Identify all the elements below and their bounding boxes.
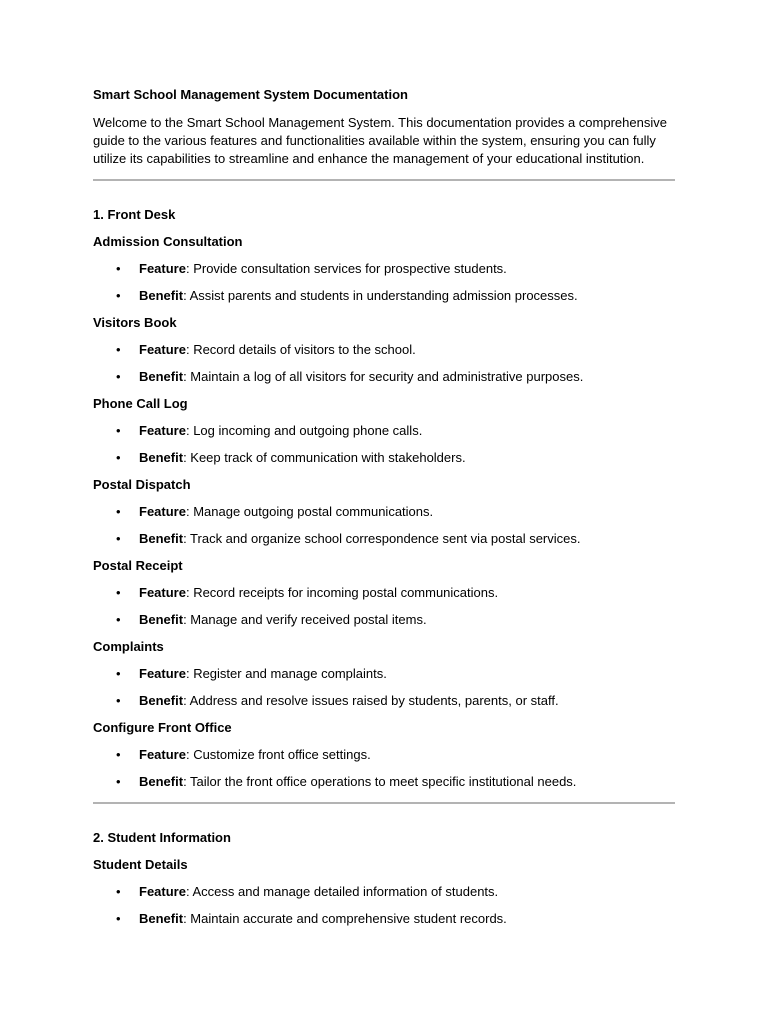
item-label: Feature [139,747,186,762]
item-label: Benefit [139,531,184,546]
item-label: Feature [139,666,186,681]
list-item [93,611,675,629]
list-item [93,530,675,548]
list-item [93,910,675,928]
item-text: : Maintain a log of all visitors for security and administrative purposes. [183,369,584,384]
item-text: : Maintain accurate and comprehensive student records. [183,911,507,926]
bullet-icon: • [116,450,121,465]
subsection-admission-consultation [93,233,675,305]
bullet-icon: • [116,774,121,789]
item-text: : Address and resolve issues raised by students, parents, or staff. [183,693,559,708]
item-label: Benefit [139,450,184,465]
bullet-list [93,503,675,548]
bullet-icon: • [116,693,121,708]
item-text: : Log incoming and outgoing phone calls. [185,423,423,438]
document-title: Smart School Management System Documentation [93,87,408,102]
subsection-student-details [93,856,675,928]
bullet-list [93,883,675,928]
subsection-title: Postal Receipt [93,558,183,573]
subsection-phone-call-log [93,395,675,467]
bullet-icon: • [116,423,121,438]
document-page [93,86,675,928]
bullet-icon: • [116,884,121,899]
list-item [93,260,675,278]
bullet-icon: • [116,504,121,519]
list-item [93,746,675,764]
item-text: : Register and manage complaints. [185,666,387,681]
subsection-postal-dispatch [93,476,675,548]
bullet-icon: • [116,261,121,276]
item-text: : Provide consultation services for prospective students. [185,261,507,276]
item-text: : Customize front office settings. [185,747,371,762]
list-item [93,665,675,683]
section-heading: 1. Front Desk [93,207,176,222]
item-text: : Track and organize school correspondence sent via postal services. [183,531,581,546]
section-heading: 2. Student Information [93,830,231,845]
list-item [93,341,675,359]
list-item [93,773,675,791]
section-divider [93,179,675,181]
item-label: Benefit [139,693,184,708]
item-label: Feature [139,342,186,357]
bullet-list [93,746,675,791]
list-item [93,584,675,602]
bullet-list [93,422,675,467]
item-label: Feature [139,423,186,438]
item-label: Benefit [139,911,184,926]
item-label: Benefit [139,612,184,627]
subsection-configure-front-office [93,719,675,791]
subsection-title: Postal Dispatch [93,477,191,492]
subsection-title: Admission Consultation [93,234,243,249]
bullet-list [93,341,675,386]
subsection-visitors-book [93,314,675,386]
list-item [93,883,675,901]
bullet-icon: • [116,747,121,762]
bullet-list [93,665,675,710]
intro-paragraph: Welcome to the Smart School Management System. This documentation provides a comprehensive guide to the various features and functionalities available within the system, ensuring you can fully utilize its capabilities to streamline and enhance the management of your educational institution. [93,115,667,166]
section-divider [93,802,675,804]
item-label: Benefit [139,288,184,303]
item-text: : Assist parents and students in understanding admission processes. [183,288,578,303]
bullet-list [93,260,675,305]
bullet-icon: • [116,288,121,303]
subsection-title: Complaints [93,639,164,654]
subsection-complaints [93,638,675,710]
subsection-title: Student Details [93,857,188,872]
subsection-title: Visitors Book [93,315,177,330]
item-label: Feature [139,504,186,519]
bullet-icon: • [116,612,121,627]
bullet-icon: • [116,531,121,546]
item-text: : Access and manage detailed information of students. [185,884,499,899]
item-text: : Manage outgoing postal communications. [185,504,434,519]
bullet-icon: • [116,911,121,926]
list-item [93,422,675,440]
item-text: : Keep track of communication with stakeholders. [183,450,466,465]
bullet-list [93,584,675,629]
list-item [93,368,675,386]
bullet-icon: • [116,342,121,357]
bullet-icon: • [116,585,121,600]
item-label: Benefit [139,369,184,384]
bullet-icon: • [116,369,121,384]
list-item [93,692,675,710]
item-label: Benefit [139,774,184,789]
item-label: Feature [139,585,186,600]
subsection-postal-receipt [93,557,675,629]
item-text: : Manage and verify received postal items. [183,612,427,627]
subsection-title: Configure Front Office [93,720,232,735]
subsection-title: Phone Call Log [93,396,188,411]
item-text: : Tailor the front office operations to meet specific institutional needs. [183,774,577,789]
section-student-information [93,829,675,928]
item-label: Feature [139,261,186,276]
item-text: : Record details of visitors to the school. [185,342,416,357]
list-item [93,503,675,521]
list-item [93,449,675,467]
bullet-icon: • [116,666,121,681]
item-text: : Record receipts for incoming postal communications. [185,585,499,600]
item-label: Feature [139,884,186,899]
section-front-desk [93,206,675,791]
list-item [93,287,675,305]
